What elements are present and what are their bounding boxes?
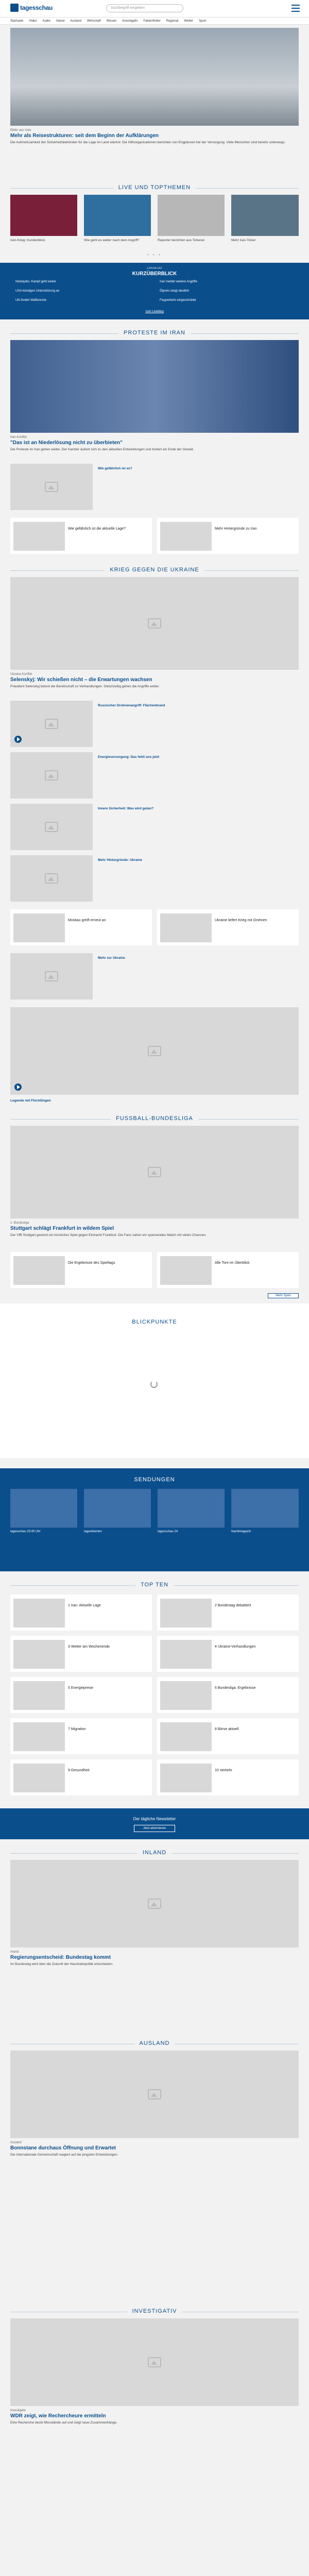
nav-item[interactable]: Wirtschaft — [87, 19, 101, 23]
iran-sub-title[interactable]: Wie gefährlich ist es? — [98, 467, 132, 470]
more-sport-button[interactable]: Mehr Sport — [268, 1293, 299, 1298]
nav-item[interactable]: Startseite — [10, 19, 24, 23]
nav-item[interactable]: Regional — [166, 19, 179, 23]
inland-image[interactable] — [10, 1860, 299, 1947]
teaser-image — [13, 1640, 65, 1669]
ukraine-topline: Ukraine-Konflikt — [10, 673, 32, 676]
lead-title[interactable]: Mehr als Reisestrukturen: seit dem Beginn der Aufklärungen — [10, 133, 159, 139]
section-heading: INLAND — [10, 1850, 299, 1856]
carousel-dots[interactable]: • • • — [147, 252, 162, 257]
teaser-image — [160, 1722, 212, 1751]
sendungen-section — [0, 1468, 309, 1571]
ukraine-sub-image[interactable] — [10, 752, 93, 799]
site-header — [0, 0, 309, 18]
inland-text: Im Bundestag wird über die Zukunft der Haushaltspolitik entschieden. — [10, 1962, 113, 1966]
show-title[interactable]: Nachtmagazin — [231, 1530, 251, 1533]
image-placeholder-icon — [148, 1167, 161, 1177]
teaser-card[interactable] — [10, 518, 152, 554]
teaser-title: 5 Energiepreise — [68, 1686, 94, 1690]
nav-item[interactable]: Wetter — [184, 19, 193, 23]
topic-title[interactable]: Reporter berichten aus Teheran — [158, 239, 205, 242]
liveblog-item[interactable]: Netanjahu: Kampf geht weiter — [15, 280, 57, 283]
nav-item[interactable]: Sport — [198, 19, 207, 23]
image-placeholder-icon — [45, 719, 58, 729]
ukraine-video-image[interactable] — [10, 1007, 299, 1095]
ukraine-sub-image[interactable] — [10, 953, 93, 999]
teaser-title: 6 Bundesliga: Ergebnisse — [215, 1686, 256, 1690]
topic-title[interactable]: Wie geht es weiter nach dem Angriff? — [84, 239, 140, 242]
show-title[interactable]: tagesthemen — [84, 1530, 102, 1533]
teaser-image — [160, 913, 212, 942]
section-heading: FUSSBALL-BUNDESLIGA — [10, 1115, 299, 1122]
topten-card[interactable] — [10, 1677, 152, 1713]
iran-title[interactable]: "Das ist an Niederlösung nicht zu überbieten" — [10, 440, 123, 446]
blickpunkte-section — [0, 1303, 309, 1458]
ukraine-video-title[interactable]: Legende mit Flüchtlingen — [10, 1099, 51, 1103]
teaser-card[interactable] — [10, 1252, 152, 1288]
football-text: Der VfB Stuttgart gewinnt ein torreiches Spiel gegen Eintracht Frankfurt. Die Fans sahen ein spannendes Match mit vielen Chancen. — [10, 1233, 207, 1237]
newsletter-text: Der tägliche Newsletter — [133, 1817, 176, 1821]
ukraine-sub-title[interactable]: Russischer Drohnenangriff: Flächenbrand — [98, 704, 165, 707]
image-placeholder-icon — [148, 618, 161, 629]
ukraine-sub-title[interactable]: Energieversorgung: Das fehlt uns jetzt — [98, 755, 160, 759]
teaser-image — [13, 913, 65, 942]
iran-topline: Iran-Konflikt — [10, 436, 27, 439]
liveblog-box — [0, 263, 309, 319]
topten-card[interactable] — [157, 1677, 299, 1713]
menu-icon[interactable] — [291, 5, 300, 12]
nav-item[interactable]: Inland — [56, 19, 65, 23]
teaser-image — [160, 522, 212, 551]
image-placeholder-icon — [148, 1046, 161, 1056]
section-heading: AUSLAND — [10, 2040, 299, 2046]
teaser-title: Die Ergebnisse des Spieltags — [68, 1261, 115, 1265]
ukraine-text: Präsident Selenskyj betont die Bereitschaft zu Verhandlungen. Gleichzeitig gehen die Angriffe weiter. — [10, 685, 160, 688]
teaser-image — [160, 1640, 212, 1669]
ausland-text: Die internationale Gemeinschaft reagiert auf die jüngsten Entwicklungen. — [10, 2153, 118, 2157]
teaser-card[interactable] — [157, 1252, 299, 1288]
iran-sub-image[interactable] — [10, 464, 93, 510]
teaser-title: 4 Ukraine-Verhandlungen — [215, 1645, 256, 1649]
teaser-title: 2 Bundestag debattiert — [215, 1604, 251, 1607]
lead-text: Die Aufmerksamkeit der Sicherheitsbehörden für die Lage im Land wächst: Die Hilfsorganisationen berichten von Engpässen bei der Versorgung. Viele Menschen sind bereits unterwegs. — [10, 141, 286, 144]
topten-card[interactable] — [10, 1759, 152, 1795]
investigativ-text: Eine Recherche deckt Missstände auf und zeigt neue Zusammenhänge. — [10, 2421, 117, 2425]
topten-card[interactable] — [157, 1595, 299, 1631]
liveblog-item[interactable]: Iran meldet weitere Angriffe — [160, 280, 197, 283]
liveblog-item[interactable]: Flugverkehr eingeschränkt — [160, 299, 196, 302]
liveblog-item[interactable]: Ölpreis steigt deutlich — [160, 290, 190, 293]
teaser-title: Wie gefährlich ist die aktuelle Lage? — [68, 527, 126, 531]
teaser-title: Ukraine liefert Krieg mit Drohnen — [215, 919, 267, 922]
investigativ-topline: Investigativ — [10, 2409, 26, 2412]
topic-image[interactable] — [84, 195, 151, 236]
image-placeholder-icon — [45, 822, 58, 832]
topten-card[interactable] — [10, 1718, 152, 1754]
topten-card[interactable] — [10, 1636, 152, 1672]
topten-card[interactable] — [10, 1595, 152, 1631]
image-placeholder-icon — [45, 770, 58, 781]
liveblog-item[interactable]: USA kündigen Unterstützung an — [15, 290, 60, 293]
investigativ-image[interactable] — [10, 2318, 299, 2406]
main-nav — [0, 18, 309, 25]
image-placeholder-icon — [148, 2089, 161, 2099]
iran-image[interactable] — [10, 340, 299, 433]
search-input[interactable]: Suchbegriff eingeben — [106, 4, 183, 12]
show-image[interactable] — [158, 1489, 225, 1528]
topten-card[interactable] — [157, 1636, 299, 1672]
liveblog-label: LIVEBLOG — [147, 267, 162, 270]
teaser-image — [160, 1681, 212, 1710]
ukraine-title[interactable]: Selenskyj: Wir schießen nicht – die Erwartungen wachsen — [10, 677, 152, 683]
section-heading: PROTESTE IM IRAN — [10, 330, 299, 336]
iran-text: Die Proteste im Iran gehen weiter. Der Kanzler äußert sich zu den aktuellen Entwicklungen und fordert ein Ende der Gewalt. — [10, 448, 194, 451]
topic-title[interactable]: Mehr Iran-Ticker — [231, 239, 256, 242]
football-image[interactable] — [10, 1126, 299, 1218]
image-placeholder-icon — [45, 971, 58, 981]
teaser-image — [13, 522, 65, 551]
teaser-card[interactable] — [10, 909, 152, 945]
teaser-title: Moskau greift erneut an — [68, 919, 106, 922]
ukraine-sub-title[interactable]: Mehr Hintergründe: Ukraine — [98, 858, 142, 862]
teaser-image — [13, 1256, 65, 1285]
nav-item[interactable]: Faktenfinder — [143, 19, 161, 23]
section-heading: INVESTIGATIV — [10, 2308, 299, 2314]
image-placeholder-icon — [45, 482, 58, 492]
section-heading: BLICKPUNKTE — [132, 1319, 177, 1325]
teaser-image — [13, 1681, 65, 1710]
inland-topline: Inland — [10, 1951, 19, 1954]
investigativ-title[interactable]: WDR zeigt, wie Rechercheure ermitteln — [10, 2413, 106, 2419]
nav-item[interactable]: Audio — [42, 19, 50, 23]
ausland-title[interactable]: Bonnstane durchaus Öffnung und Erwartet — [10, 2145, 116, 2151]
football-topline: 1. Bundesliga — [10, 1222, 29, 1225]
ukraine-sub-title[interactable]: Mehr zur Ukraine — [98, 956, 125, 960]
logo[interactable] — [10, 4, 53, 12]
teaser-image — [13, 1722, 65, 1751]
teaser-image — [160, 1764, 212, 1792]
teaser-title: 7 Migration — [68, 1727, 86, 1731]
teaser-title: 3 Wetter am Wochenende — [68, 1645, 110, 1649]
topic-image[interactable] — [10, 195, 77, 236]
topten-card[interactable] — [157, 1759, 299, 1795]
play-icon[interactable] — [14, 1083, 22, 1091]
inland-title[interactable]: Regierungsentscheid: Bundestag kommt — [10, 1955, 111, 1960]
teaser-card[interactable] — [157, 518, 299, 554]
section-heading: TOP TEN — [10, 1582, 299, 1588]
nav-item[interactable]: Wissen — [106, 19, 117, 23]
teaser-image — [160, 1256, 212, 1285]
logo-mark — [10, 4, 19, 12]
lead-topline: Bilder aus Uwe — [10, 129, 31, 132]
newsletter-button[interactable]: Jetzt abonnieren — [134, 1825, 175, 1832]
ausland-topline: Ausland — [10, 2141, 22, 2144]
topic-title[interactable]: Iran-Krieg: Kundenblick — [10, 239, 45, 242]
play-icon[interactable] — [14, 736, 22, 743]
show-image[interactable] — [10, 1489, 77, 1528]
ukraine-image[interactable] — [10, 577, 299, 670]
logo-text: tagesschau — [20, 4, 53, 11]
image-placeholder-icon — [148, 2357, 161, 2367]
image-placeholder-icon — [45, 873, 58, 884]
ukraine-sub-title[interactable]: Innere Sicherheit: Was wird getan? — [98, 807, 154, 810]
section-heading: KRIEG GEGEN DIE UKRAINE — [10, 567, 299, 573]
football-title[interactable]: Stuttgart schlägt Frankfurt in wildem Spiel — [10, 1226, 114, 1231]
teaser-image — [160, 1599, 212, 1628]
teaser-title: Alle Tore im Überblick — [215, 1261, 250, 1265]
teaser-title: Mehr Hintergründe zu Iran — [215, 527, 257, 531]
image-placeholder-icon — [148, 1899, 161, 1909]
teaser-title: 8 Börse aktuell — [215, 1727, 239, 1731]
nav-item[interactable]: Video — [29, 19, 37, 23]
teaser-title: 9 Gesundheit — [68, 1769, 90, 1772]
topic-image[interactable] — [158, 195, 225, 236]
loading-spinner-icon — [150, 1381, 158, 1388]
liveblog-item[interactable]: UN fordert Waffenruhe — [15, 299, 47, 302]
topic-image[interactable] — [231, 195, 299, 236]
liveblog-link[interactable]: zum Liveblog — [145, 310, 164, 313]
show-image[interactable] — [231, 1489, 299, 1528]
show-title[interactable]: tagesschau 24 — [158, 1530, 178, 1533]
lead-image[interactable] — [10, 28, 299, 126]
liveblog-title: KURZÜBERBLICK — [132, 271, 177, 277]
teaser-title: 1 Iran: Aktuelle Lage — [68, 1604, 101, 1607]
ukraine-sub-image[interactable] — [10, 804, 93, 850]
topten-card[interactable] — [157, 1718, 299, 1754]
ukraine-sub-image[interactable] — [10, 701, 93, 747]
nav-item[interactable]: Ausland — [70, 19, 82, 23]
newsletter-box — [0, 1808, 309, 1839]
section-heading: SENDUNGEN — [134, 1477, 175, 1483]
ausland-image[interactable] — [10, 2050, 299, 2138]
section-heading: LIVE UND TOPTHEMEN — [10, 184, 299, 191]
show-title[interactable]: tagesschau 20:00 Uhr — [10, 1530, 41, 1533]
teaser-title: 10 Verkehr — [215, 1769, 232, 1772]
ukraine-sub-image[interactable] — [10, 855, 93, 902]
nav-item[interactable]: Investigativ — [122, 19, 138, 23]
show-image[interactable] — [84, 1489, 151, 1528]
teaser-card[interactable] — [157, 909, 299, 945]
teaser-image — [13, 1764, 65, 1792]
teaser-image — [13, 1599, 65, 1628]
